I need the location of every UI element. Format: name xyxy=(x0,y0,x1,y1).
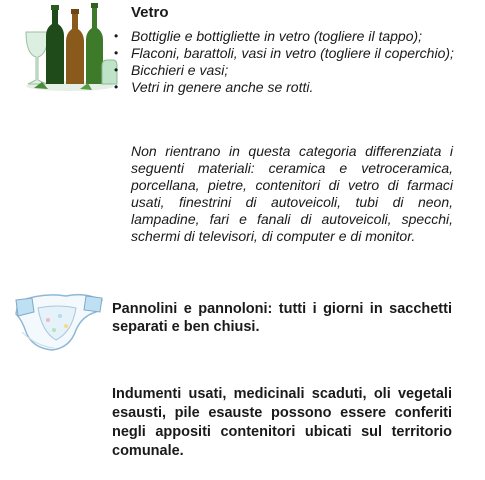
list-item xyxy=(112,28,457,45)
bullet-icon: • xyxy=(114,80,119,94)
diaper-image xyxy=(12,286,106,356)
list-item-text: Bottiglie e bottigliette in vetro (togliere il tappo); xyxy=(131,28,423,44)
bullet-icon: • xyxy=(114,29,119,43)
list-item xyxy=(112,79,457,96)
vetro-item-list xyxy=(112,28,457,96)
bullet-icon: • xyxy=(114,63,119,77)
diaper-icon xyxy=(12,286,106,356)
bullet-icon: • xyxy=(114,46,119,60)
pannolini-text: Pannolini e pannoloni: tutti i giorni in sacchetti separati e ben chiusi. xyxy=(112,301,452,335)
list-item-text: Bicchieri e vasi; xyxy=(131,62,229,78)
vetro-exclusions-note: Non rientrano in questa categoria differenziata i seguenti materiali: ceramica e vetroceramica, porcellana, pietre, contenitori di vetro di farmaci usati, finestrini di autoveicoli, tubi di neon, lampadine, fari e fanali di autoveicoli, specchi, schermi di televisori, di computer e di monitor. xyxy=(131,143,453,245)
vetro-title: Vetro xyxy=(131,4,169,21)
list-item xyxy=(112,62,457,79)
glass-bottles-icon xyxy=(22,2,118,92)
list-item xyxy=(112,45,457,62)
altri-rifiuti-text: Indumenti usati, medicinali scaduti, oli vegetali esausti, pile esauste possono essere conferiti negli appositi contenitori ubicati sul territorio comunale. xyxy=(112,386,452,459)
glass-bottles-image xyxy=(22,2,118,92)
list-item-text: Vetri in genere anche se rotti. xyxy=(131,79,314,95)
list-item-text: Flaconi, barattoli, vasi in vetro (togliere il coperchio); xyxy=(131,45,454,61)
